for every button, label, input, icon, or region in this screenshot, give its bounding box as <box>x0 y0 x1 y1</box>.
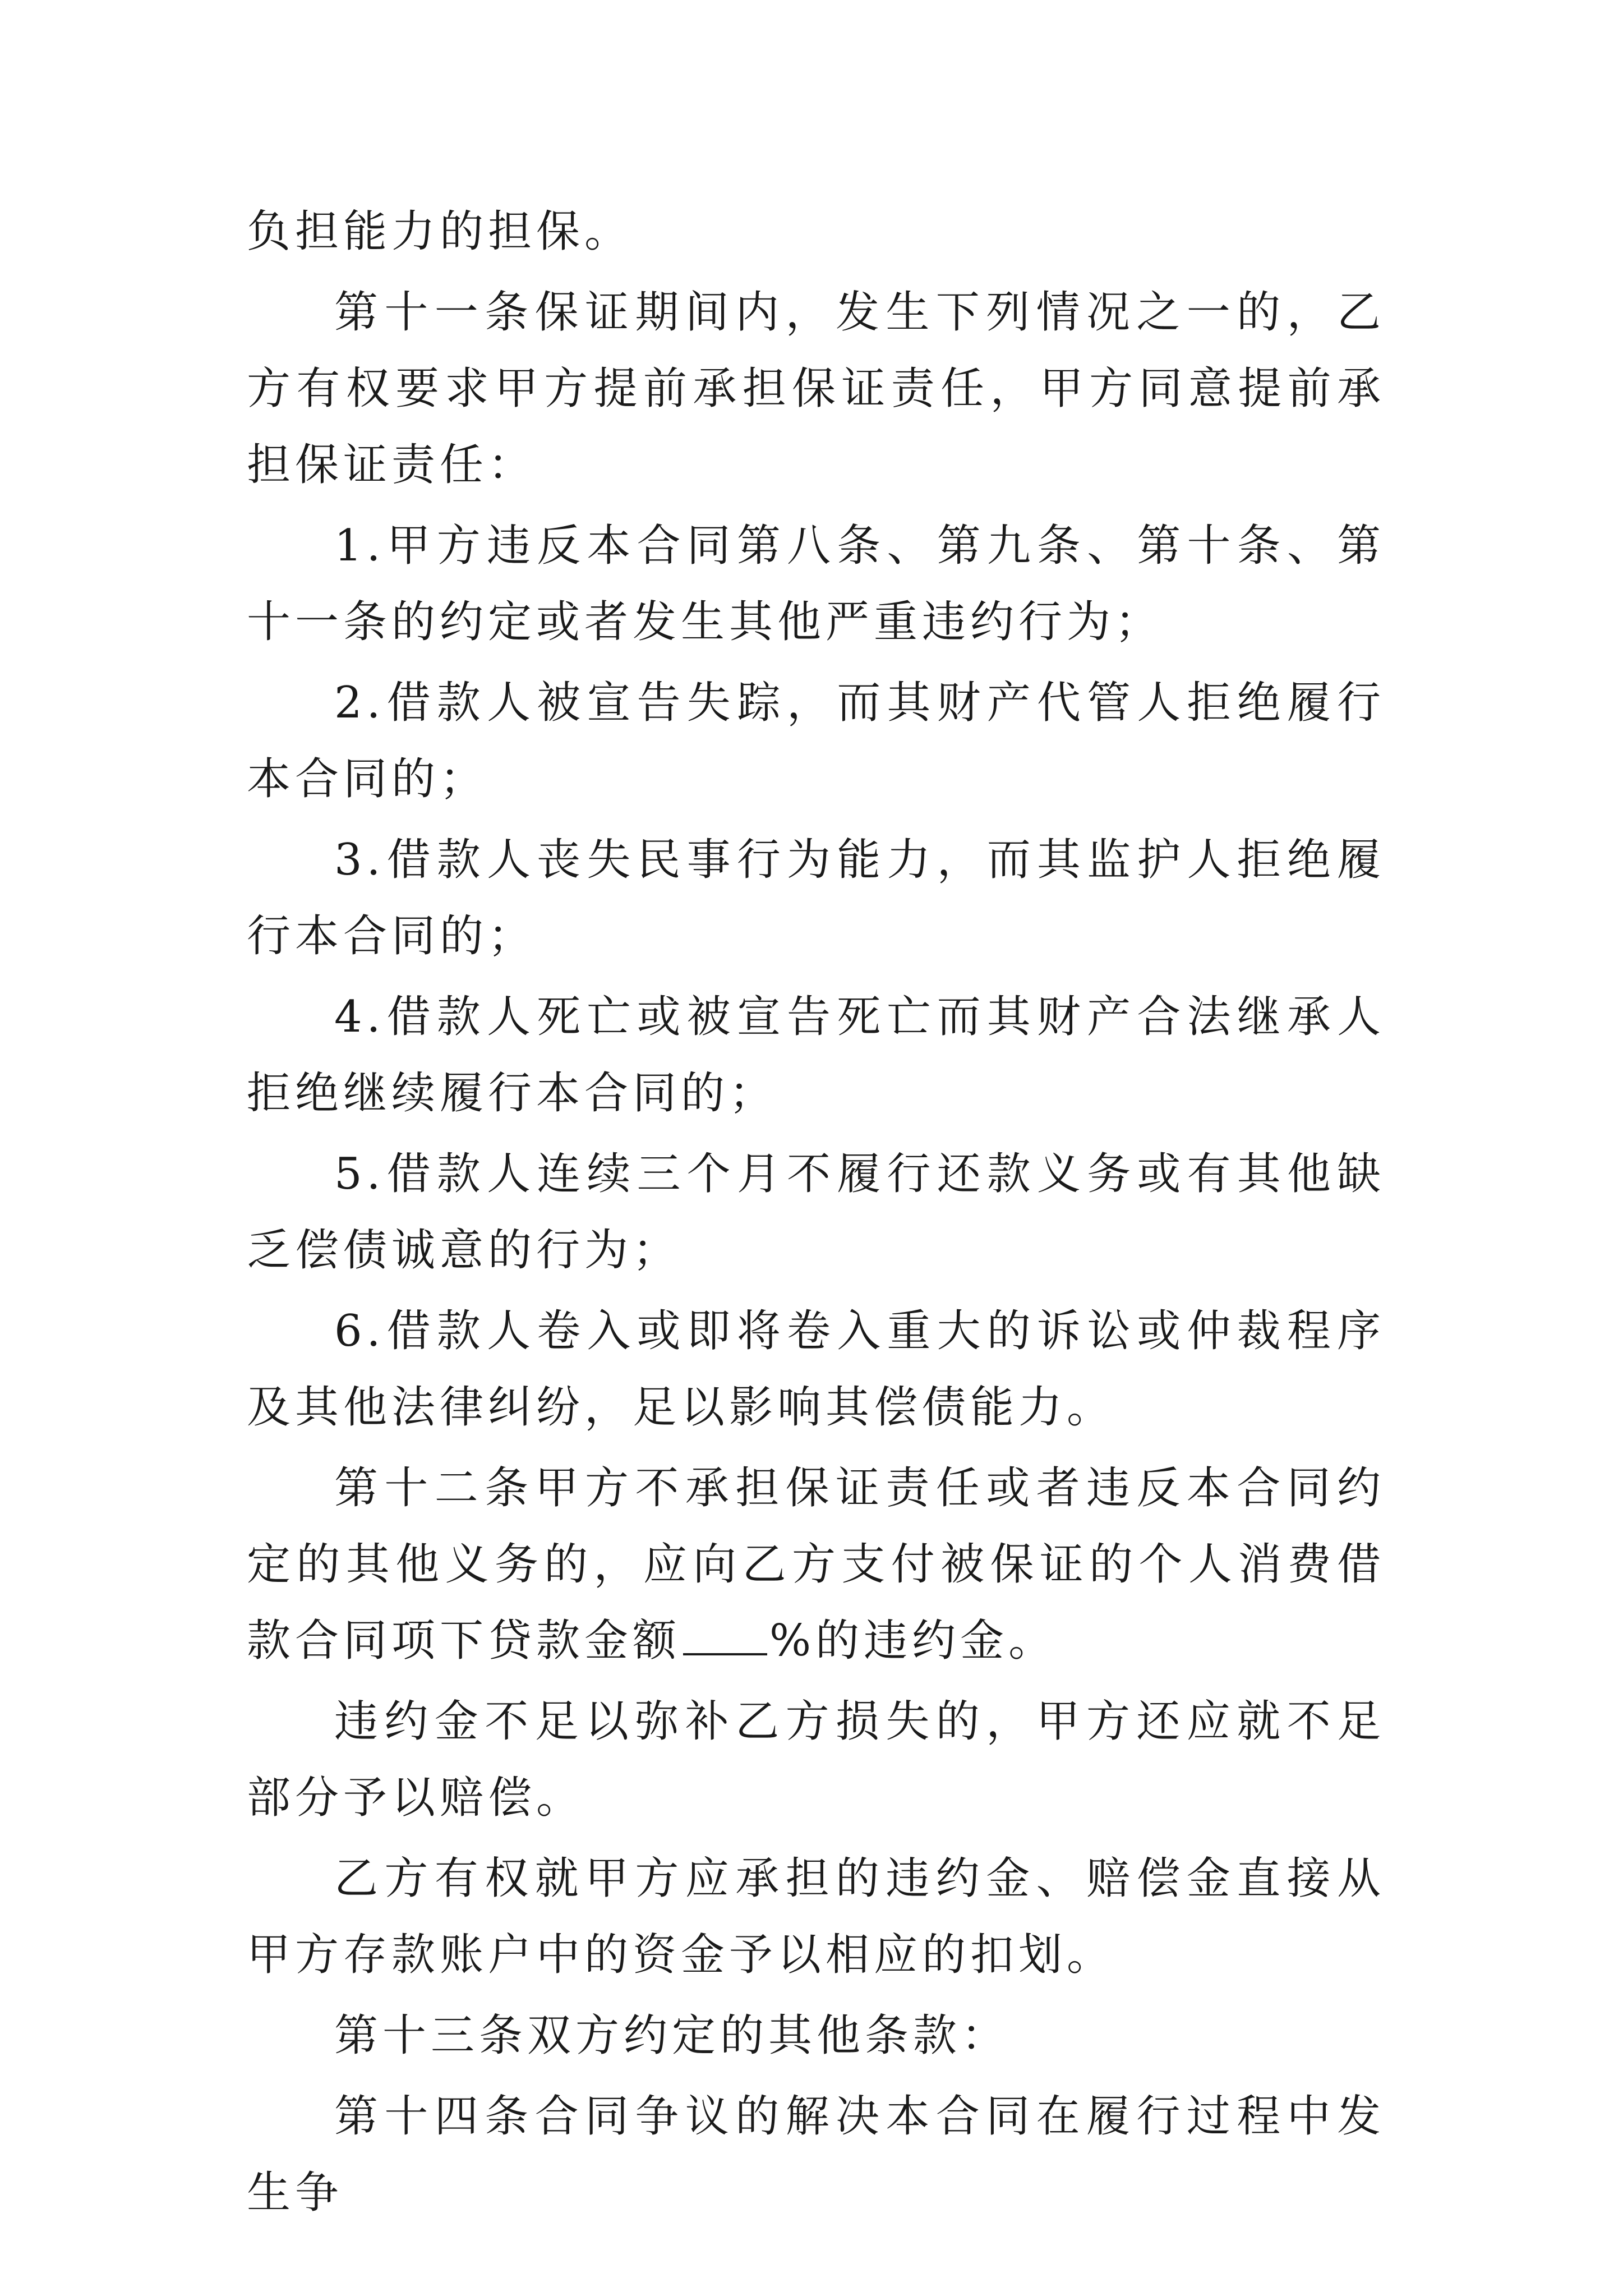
document-body <box>247 194 1385 2235</box>
paragraph-clause-13: 第十三条双方约定的其他条款： <box>334 2010 1010 2061</box>
paragraph-clause-11: 第十一条保证期间内，发生下列情况之一的，乙方有权要求甲方提前承担保证责任，甲方同意提前承担保证责任： <box>247 287 1385 490</box>
fill-in-blank-line <box>683 1614 767 1655</box>
paragraph-penalty-shortfall: 违约金不足以弥补乙方损失的，甲方还应就不足部分予以赔偿。 <box>247 1696 1385 1823</box>
paragraph-item-6: 6.借款人卷入或即将卷入重大的诉讼或仲裁程序及其他法律纠纷，足以影响其偿债能力。 <box>247 1306 1385 1433</box>
paragraph-clause-14: 第十四条合同争议的解决本合同在履行过程中发生争 <box>247 2091 1385 2218</box>
paragraph-item-5: 5.借款人连续三个月不履行还款义务或有其他缺乏偿债诚意的行为； <box>247 1149 1385 1276</box>
clause-12-text-end: %的违约金。 <box>769 1616 1057 1666</box>
paragraph-item-2: 2.借款人被宣告失踪，而其财产代管人拒绝履行本合同的； <box>247 678 1385 804</box>
paragraph-item-1: 1.甲方违反本合同第八条、第九条、第十条、第十一条的约定或者发生其他严重违约行为； <box>247 521 1385 647</box>
paragraph-item-4: 4.借款人死亡或被宣告死亡而其财产合法继承人拒绝继续履行本合同的； <box>247 992 1385 1119</box>
paragraph-deduction: 乙方有权就甲方应承担的违约金、赔偿金直接从甲方存款账户中的资金予以相应的扣划。 <box>247 1853 1385 1980</box>
clause-12-text: 第十二条甲方不承担保证责任或者违反本合同约定的其他义务的，应向乙方支付被保证的个人消费借款合同项下贷款金额 <box>247 1463 1385 1666</box>
paragraph-continuation: 负担能力的担保。 <box>247 206 633 257</box>
paragraph-item-3: 3.借款人丧失民事行为能力，而其监护人拒绝履行本合同的； <box>247 835 1385 961</box>
paragraph-clause-12 <box>247 1450 1385 1679</box>
